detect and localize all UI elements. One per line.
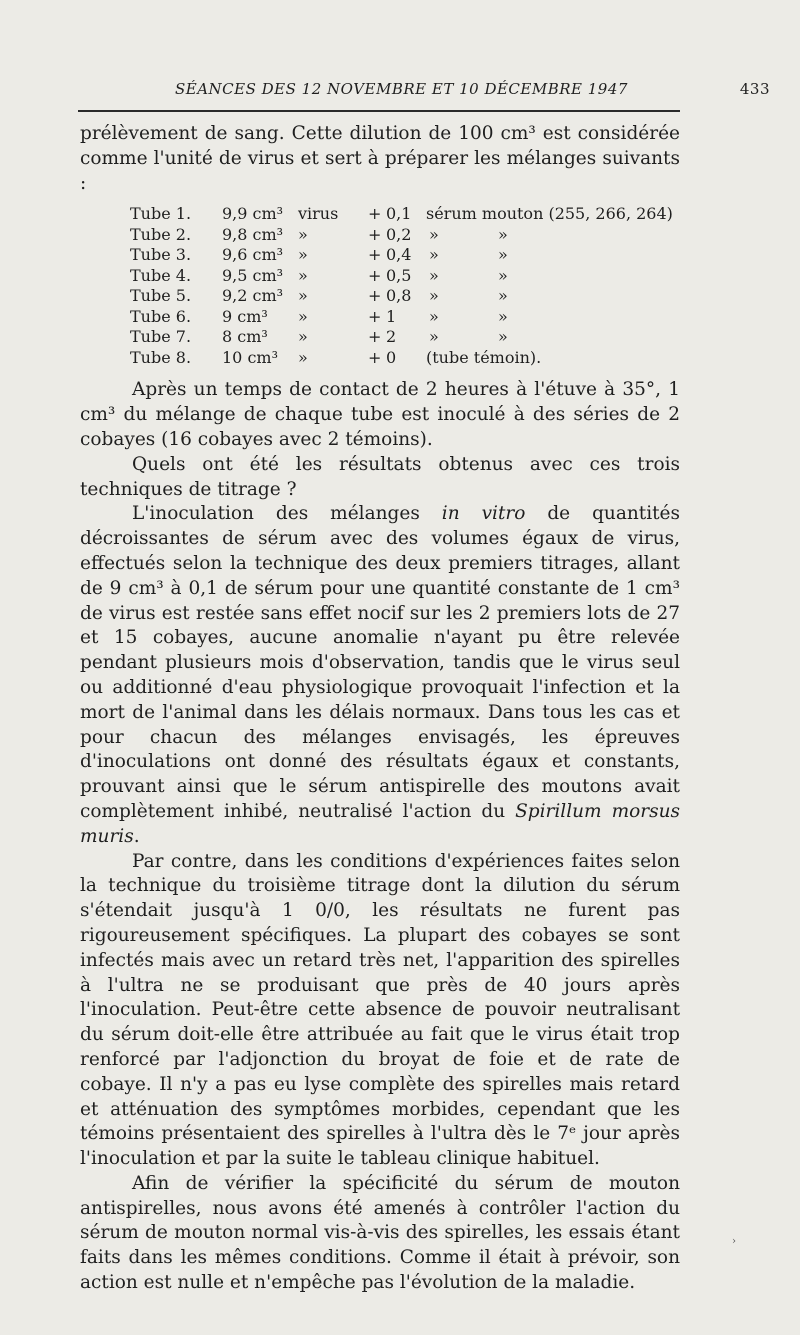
ditto-mark: » <box>498 265 508 285</box>
inoculation-text-a: L'inoculation des mélanges <box>132 503 442 525</box>
serum-amount: 0,5 <box>386 265 412 285</box>
table-row <box>80 266 680 287</box>
header-rule <box>78 110 680 112</box>
ditto-mark: » <box>429 265 439 285</box>
running-title: SÉANCES DES 12 NOVEMBRE ET 10 DÉCEMBRE 1947 <box>175 80 628 98</box>
tube-label: Tube 7. <box>130 327 192 347</box>
tube-label: Tube 4. <box>130 265 192 285</box>
tube-label: Tube 8. <box>130 347 192 367</box>
virus-cell: » <box>298 347 308 367</box>
running-header <box>80 80 780 102</box>
serum-amount: 0,8 <box>386 286 412 306</box>
plus-sign: + <box>368 286 382 306</box>
tube-label: Tube 2. <box>130 224 192 244</box>
tube-volume: 9,2 cm³ <box>222 286 284 306</box>
ditto-mark: » <box>429 224 439 244</box>
paragraph-inoculation <box>80 502 680 849</box>
table-row <box>80 307 680 328</box>
ditto-mark: » <box>429 286 439 306</box>
serum-amount: 0,2 <box>386 224 412 244</box>
virus-cell: » <box>298 286 308 306</box>
tube-volume: 8 cm³ <box>222 327 268 347</box>
table-row <box>80 245 680 266</box>
tube-volume: 9,5 cm³ <box>222 265 284 285</box>
tube-label: Tube 3. <box>130 245 192 265</box>
tube-volume: 9,6 cm³ <box>222 245 284 265</box>
tube-label: Tube 6. <box>130 306 192 326</box>
ditto-mark: » <box>498 327 508 347</box>
plus-sign: + <box>368 347 382 367</box>
serum-amount: 2 <box>386 327 397 347</box>
virus-cell: » <box>298 224 308 244</box>
tube-volume: 10 cm³ <box>222 347 278 367</box>
plus-sign: + <box>368 224 382 244</box>
body-text <box>80 122 680 1296</box>
ditto-mark: » <box>429 245 439 265</box>
plus-sign: + <box>368 306 382 326</box>
serum-description: sérum mouton (255, 266, 264) <box>426 204 673 224</box>
virus-cell: virus <box>298 204 339 224</box>
table-row <box>80 204 680 225</box>
serum-description: (tube témoin). <box>426 347 542 367</box>
ditto-mark: » <box>498 286 508 306</box>
paragraph-contact-time: Après un temps de contact de 2 heures à l'étuve à 35°, 1 cm³ du mélange de chaque tube est inoculé à des séries de 2 cobayes (16 cobayes avec 2 témoins). <box>80 379 680 450</box>
paragraph-specificity: Afin de vérifier la spécificité du sérum de mouton antispirelles, nous avons été amenés à contrôler l'action du sérum de mouton normal vis-à-vis des spirelles, les essais étant faits dans les mêmes conditions. Comme il était à prévoir, son action est nulle et n'empêche pas l'évolution de la maladie. <box>80 1172 680 1294</box>
tube-label: Tube 1. <box>130 204 192 224</box>
serum-amount: 0,1 <box>386 204 412 224</box>
tube-volume: 9,8 cm³ <box>222 224 284 244</box>
paragraph-question: Quels ont été les résultats obtenus avec ces trois techniques de titrage ? <box>80 453 680 500</box>
in-vitro-term: in vitro <box>441 503 526 525</box>
virus-cell: » <box>298 265 308 285</box>
table-row <box>80 348 680 369</box>
ditto-mark: » <box>498 224 508 244</box>
species-name: Spirillum morsus muris <box>80 800 680 847</box>
table-row <box>80 327 680 348</box>
plus-sign: + <box>368 265 382 285</box>
table-row <box>80 286 680 307</box>
virus-cell: » <box>298 306 308 326</box>
serum-amount: 1 <box>386 306 397 326</box>
inoculation-text-b: de quantités décroissantes de sérum avec des volumes égaux de virus, effectués selon la technique des deux premiers titrages, allant de 9 cm³ à 0,1 de sérum pour une quantité constante de 1 cm³ de virus est restée sans effet nocif sur les 2 premiers lots de 27 et 15 cobayes, aucune anomalie n'ayant pu être relevée pendant plusieurs mois d'observation, tandis que le virus seul ou additionné d'eau physiologique provoquait l'infection et la mort de l'animal dans les délais normaux. Dans tous les cas et pour chacun des mélanges envisagés, les épreuves d'inoculations ont donné des résultats égaux et constants, prouvant ainsi que le sérum antispirelle des moutons avait complètement inhibé, neutralisé l'action du <box>80 503 681 822</box>
tube-volume: 9,9 cm³ <box>222 204 284 224</box>
ditto-mark: » <box>429 327 439 347</box>
virus-cell: » <box>298 245 308 265</box>
tube-table <box>80 204 680 368</box>
ditto-mark: » <box>498 306 508 326</box>
plus-sign: + <box>368 327 382 347</box>
paragraph-third-titration: Par contre, dans les conditions d'expériences faites selon la technique du troisième titrage dont la dilution du sérum s'étendait jusqu'à 1 0/0, les résultats ne furent pas rigoureusement spécifiques. La plupart des cobayes se sont infectés mais avec un retard très net, l'apparition des spirelles à l'ultra ne se produisant que près de 40 jours après l'inoculation. Peut-être cette absence de pouvoir neutralisant du sérum doit-elle être attribuée au fait que le virus était trop renforcé par l'adjonction du broyat de foie et de rate de cobaye. Il n'y a pas eu lyse complète des spirelles mais retard et atténuation des symptômes morbides, cependant que les témoins présentaient des spirelles à l'ultra dès le 7ᵉ jour après l'inoculation et par la suite le tableau clinique habituel. <box>80 850 680 1170</box>
serum-amount: 0,4 <box>386 245 412 265</box>
inoculation-text-c: . <box>133 825 140 847</box>
tube-volume: 9 cm³ <box>222 306 268 326</box>
serum-amount: 0 <box>386 347 397 367</box>
plus-sign: + <box>368 204 382 224</box>
plus-sign: + <box>368 245 382 265</box>
intro-paragraph: prélèvement de sang. Cette dilution de 100 cm³ est considérée comme l'unité de virus et sert à préparer les mélanges suivants : <box>80 123 680 194</box>
tube-label: Tube 5. <box>130 286 192 306</box>
margin-mark: › <box>732 1236 736 1247</box>
virus-cell: » <box>298 327 308 347</box>
ditto-mark: » <box>429 306 439 326</box>
ditto-mark: » <box>498 245 508 265</box>
table-row <box>80 225 680 246</box>
page-number: 433 <box>739 80 770 98</box>
